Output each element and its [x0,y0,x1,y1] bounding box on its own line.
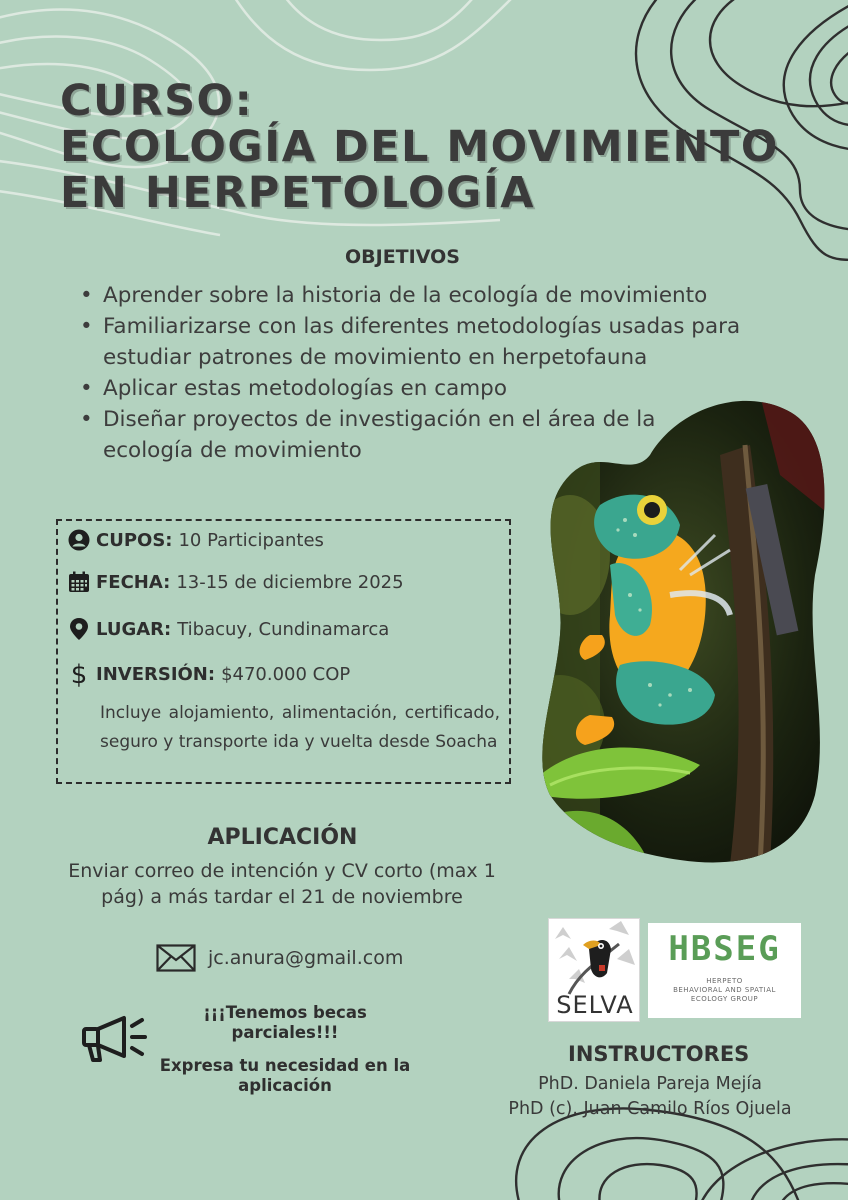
envelope-icon [156,944,196,972]
fecha-value: 13-15 de diciembre 2025 [176,571,404,593]
cupos-label: CUPOS: [96,529,173,551]
hbseg-sub-line: BEHAVIORAL AND SPATIAL [673,986,776,994]
frog-photo [530,395,830,865]
hbseg-logo [648,923,801,1018]
application-heading: APLICACIÓN [207,825,358,850]
calendar-icon [68,571,90,593]
objective-item: • Aprender sobre la historia de la ecología de movimiento [78,280,798,311]
inversion-value: $470.000 COP [221,663,351,685]
lugar-label: LUGAR: [96,618,172,640]
hbseg-logo-text: HBSEG [668,929,781,969]
instructors-heading: INSTRUCTORES [568,1042,750,1066]
scholarships-note: Expresa tu necesidad en la aplicación [159,1056,411,1095]
selva-logo [548,918,640,1022]
title-line-1: CURSO: [60,76,254,126]
user-icon [68,529,90,551]
cupos-row [68,529,324,551]
inversion-row [68,659,350,689]
instructor-name: PhD. Daniela Pareja Mejía [538,1074,762,1094]
fecha-row [68,571,404,593]
scholarships-announcement: ¡¡¡Tenemos becas parciales!!! [203,1003,367,1042]
cupos-value: 10 Participantes [178,529,324,551]
title-line-3: EN HERPETOLOGÍA [60,168,536,218]
objective-item: • Aplicar estas metodologías en campo [78,373,798,404]
email-contact [156,944,403,972]
hbseg-sub-line: HERPETO [706,977,743,985]
megaphone-icon [80,1014,150,1064]
inversion-label: INVERSIÓN: [96,663,216,685]
hbseg-sub-line: ECOLOGY GROUP [690,995,759,1003]
course-info-box [56,519,511,784]
selva-logo-text: SELVA [556,991,634,1019]
objectives-heading: OBJETIVOS [345,246,460,268]
title-line-2: ECOLOGÍA DEL MOVIMIENTO [60,122,779,172]
svg-text:$: $ [70,660,88,689]
inversion-includes: Incluye alojamiento, alimentación, certificado, seguro y transporte ida y vuelta desde Soacha [100,703,500,752]
application-instructions: Enviar correo de intención y CV corto (max 1 pág) a más tardar el 21 de noviembre [68,860,496,908]
instructor-name: PhD (c). Juan Camilo Ríos Ojuela [508,1099,792,1119]
instructors-list [490,1072,810,1122]
email-link[interactable]: jc.anura@gmail.com [208,947,404,969]
objective-item: • Familiarizarse con las diferentes metodologías usadas para estudiar patrones de movimiento en herpetofauna [78,311,763,373]
lugar-row [68,617,389,641]
fecha-label: FECHA: [96,571,171,593]
dollar-icon [68,659,90,689]
location-pin-icon [68,617,90,641]
objective-item: • Diseñar proyectos de investigación en el área de la ecología de movimiento [78,404,663,466]
hbseg-logo-subtitle [648,977,801,1004]
lugar-value: Tibacuy, Cundinamarca [177,618,390,640]
course-title [60,78,779,216]
